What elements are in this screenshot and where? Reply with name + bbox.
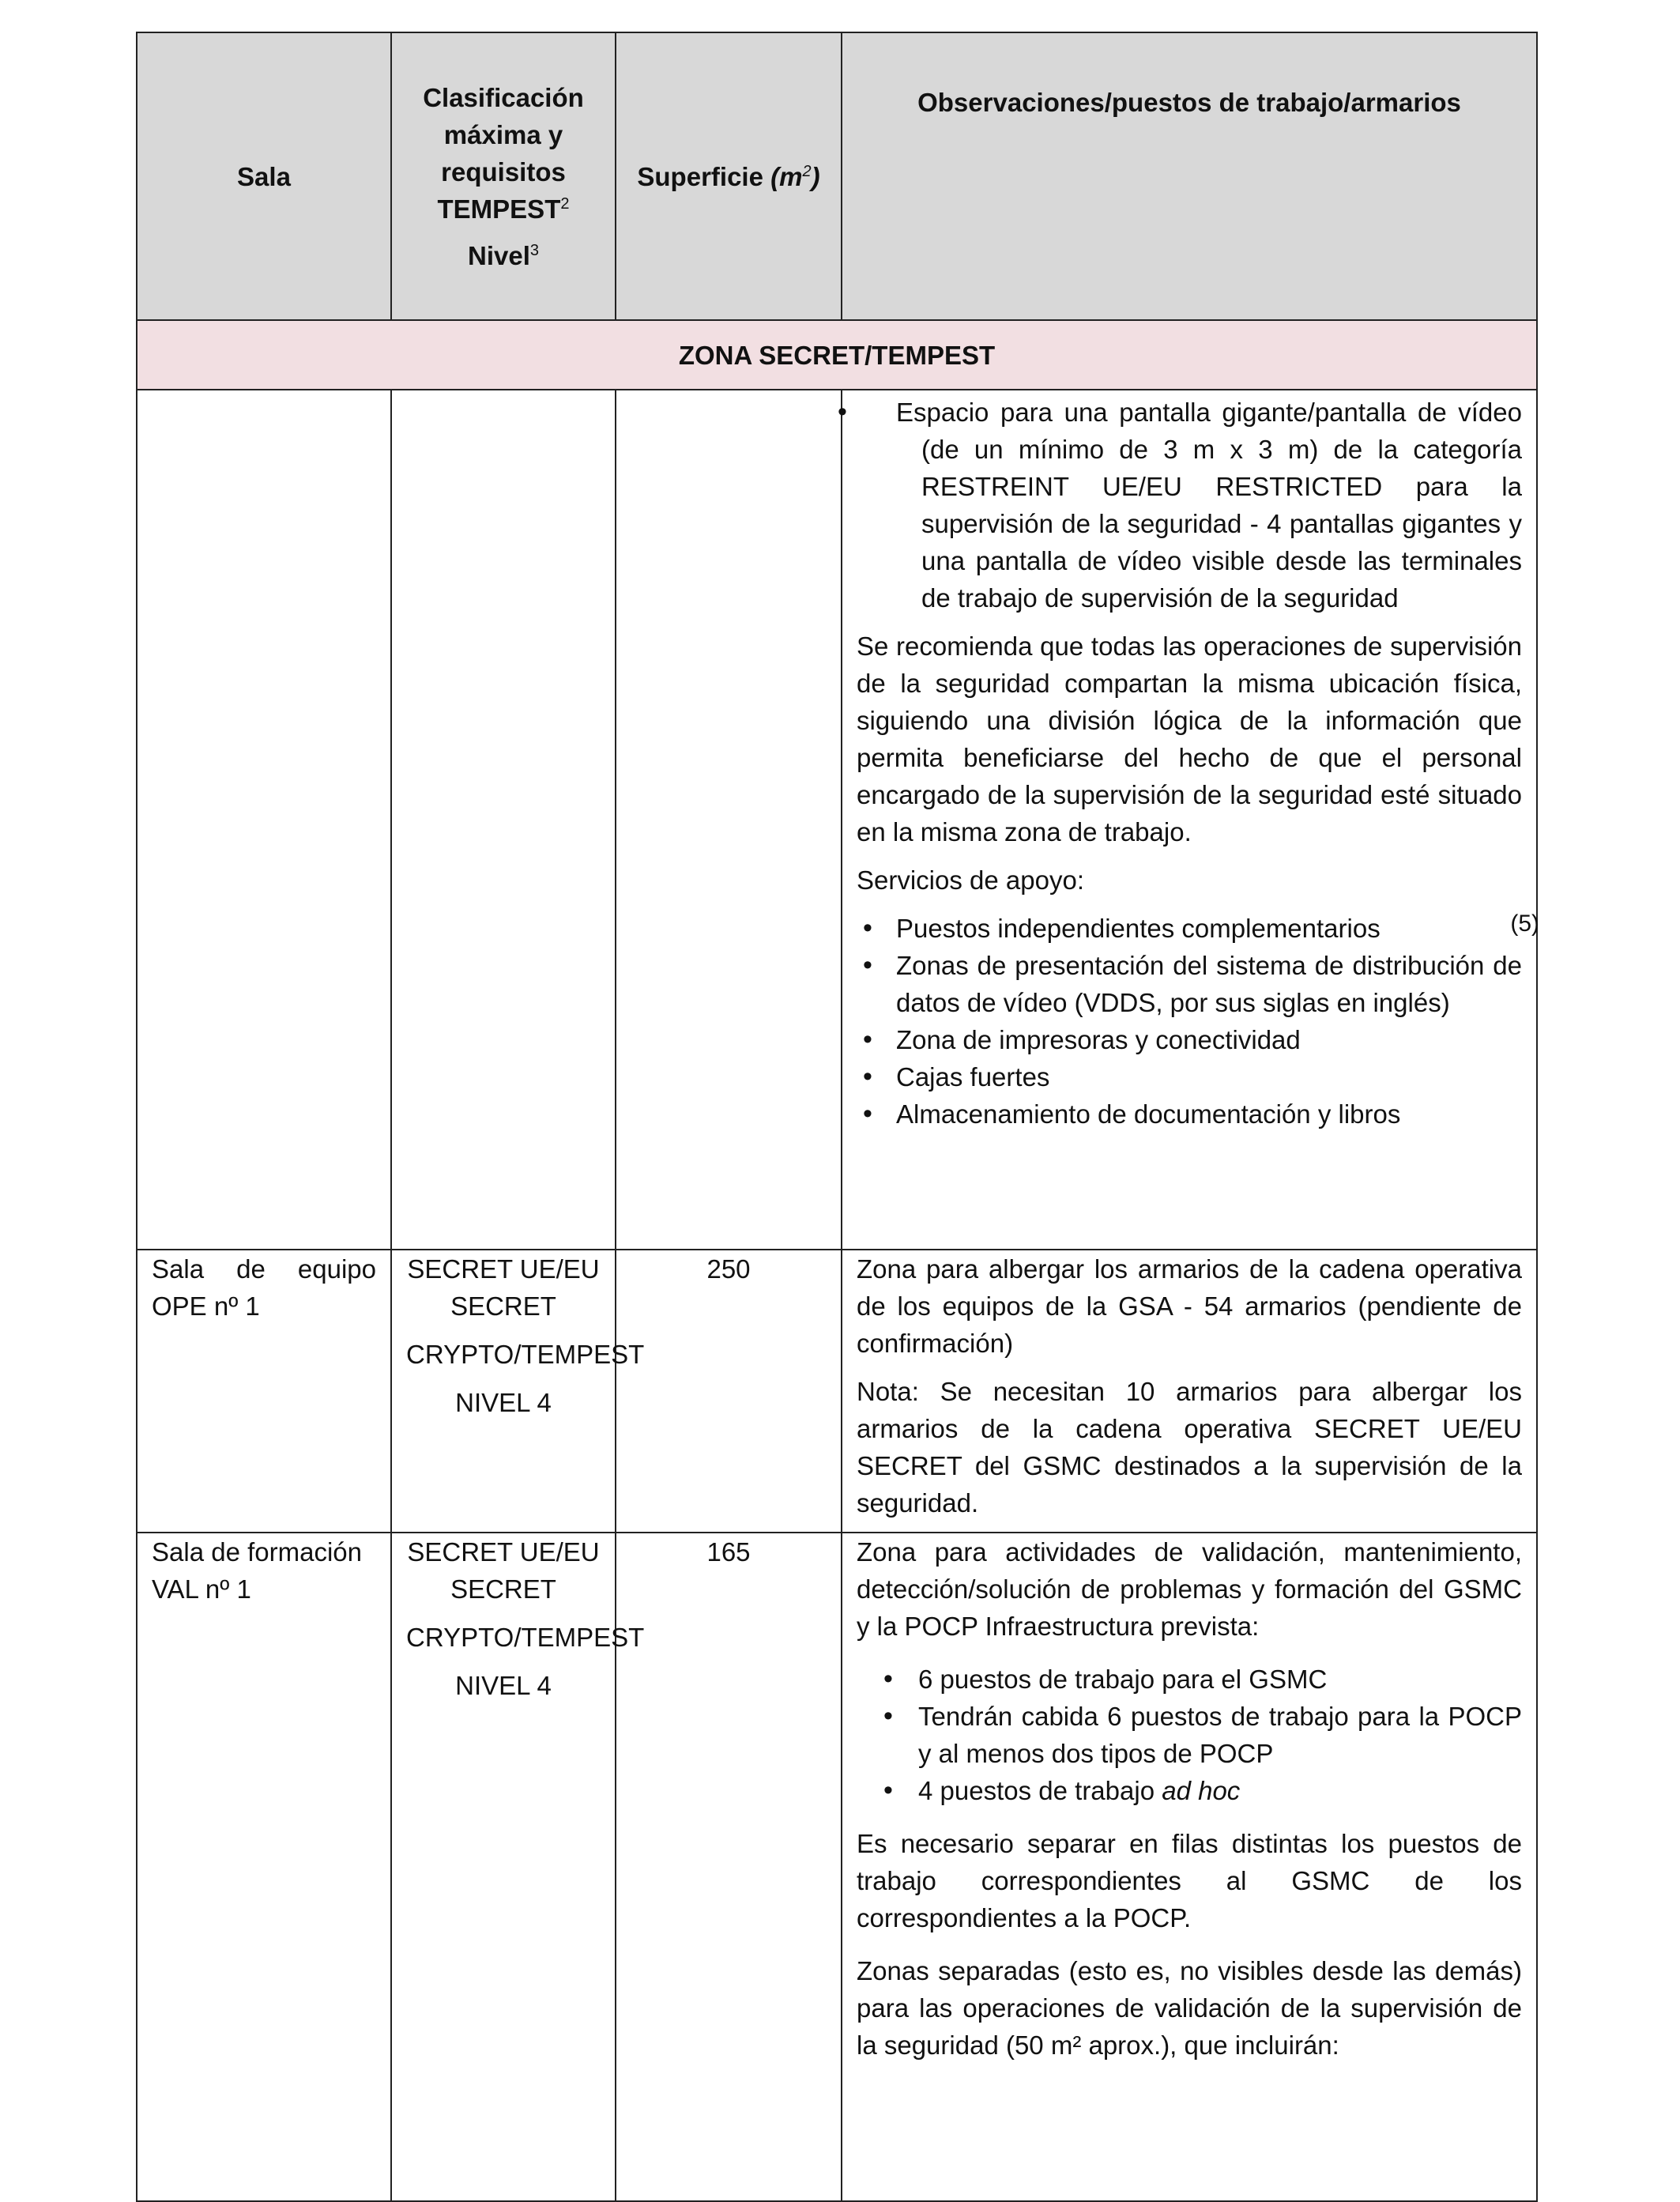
rooms-table	[136, 32, 1538, 2202]
header-row	[137, 32, 1537, 320]
list-item: • 4 puestos de trabajo ad hoc	[857, 1772, 1522, 1809]
header-superficie: Superficie $(m^2)$	[616, 32, 842, 320]
table-row-continued	[137, 390, 1537, 1250]
cell-empty	[137, 390, 391, 1250]
list-item: • Tendrán cabida 6 puestos de trabajo para la POCP y al menos dos tipos de POCP	[857, 1698, 1522, 1772]
cell-sala: Sala de equipo OPE nº 1	[137, 1250, 391, 1533]
cell-superficie: 165	[616, 1533, 842, 2201]
cell-observaciones: Zona para albergar los armarios de la cadena operativa de los equipos de la GSA - 54 armarios (pendiente de confirmación) Nota: Se necesitan 10 armarios para albergar los armarios de la cadena operativa SECRET UE/EU SECRET del GSMC destinados a la supervisión de la seguridad.	[842, 1250, 1537, 1533]
support-title: Servicios de apoyo:	[857, 865, 1084, 895]
cell-clasificacion: SECRET UE/EU SECRET CRYPTO/TEMPEST NIVEL 4	[391, 1250, 616, 1533]
cell-superficie: 250	[616, 1250, 842, 1533]
cell-clasificacion: SECRET UE/EU SECRET CRYPTO/TEMPEST NIVEL 4	[391, 1533, 616, 2201]
table-row	[137, 1533, 1537, 2201]
table-row	[137, 1250, 1537, 1533]
support-list	[857, 910, 1539, 1133]
cell-observaciones: Zona para actividades de validación, mantenimiento, detección/solución de problemas y formación del GSMC y la POCP Infraestructura prevista: • 6 puestos de trabajo para el GSMC • Tendrán cabida 6 puestos de trabajo para la POCP y al menos dos tipos de POCP • 4 puestos de trabajo ad hoc Es necesario separar en filas distintas los puestos de trabajo correspondientes al GSMC de los correspondientes a la POCP. Zonas separadas (esto es, no visibles desde las demás) para las operaciones de validación de la supervisión de la seguridad (50 m² aprox.), que incluirán:	[842, 1533, 1537, 2201]
header-sala: Sala	[137, 32, 391, 320]
zone-label: ZONA SECRET/TEMPEST	[137, 320, 1537, 390]
header-nivel: Nivel	[468, 240, 530, 270]
list-item: • Cajas fuertes	[857, 1058, 1522, 1095]
cell-empty	[391, 390, 616, 1250]
list-item: • Zona de impresoras y conectividad	[857, 1021, 1522, 1058]
list-item: • 6 puestos de trabajo para el GSMC	[857, 1661, 1522, 1698]
continued-paragraph: Se recomienda que todas las operaciones de supervisión de la seguridad compartan la misma ubicación física, siguiendo una división lógica de la información que permita beneficiarse del hecho de que el personal encargado de la supervisión de la seguridad esté situado en la misma zona de trabajo.	[857, 632, 1522, 846]
list-item: • Puestos independientes complementarios (5)	[857, 910, 1522, 947]
list-item: • Espacio para una pantalla gigante/pantalla de vídeo (de un mínimo de 3 m x 3 m) de la categoría RESTREINT UE/EU RESTRICTED para la supervisión de la seguridad - 4 pantallas gigantes y una pantalla de vídeo visible desde las terminales de trabajo de supervisión de la seguridad	[857, 394, 1522, 616]
cell-observaciones-continued	[842, 390, 1537, 1250]
footnote-marker: (5)	[1510, 911, 1539, 937]
zone-row	[137, 320, 1537, 390]
first-bullet-list	[857, 394, 1522, 616]
cell-empty	[616, 390, 842, 1250]
cell-sala: Sala de formación VAL nº 1	[137, 1533, 391, 2201]
list-item: • Zonas de presentación del sistema de distribución de datos de vídeo (VDDS, por sus siglas en inglés)	[857, 947, 1522, 1021]
list-item: • Almacenamiento de documentación y libros	[857, 1095, 1522, 1133]
header-clasificacion: Clasificación máxima y requisitos TEMPEST$^2$ Nivel$^3$	[391, 32, 616, 320]
header-observaciones: Observaciones/puestos de trabajo/armarios	[842, 32, 1537, 320]
workstation-list	[857, 1661, 1522, 1809]
